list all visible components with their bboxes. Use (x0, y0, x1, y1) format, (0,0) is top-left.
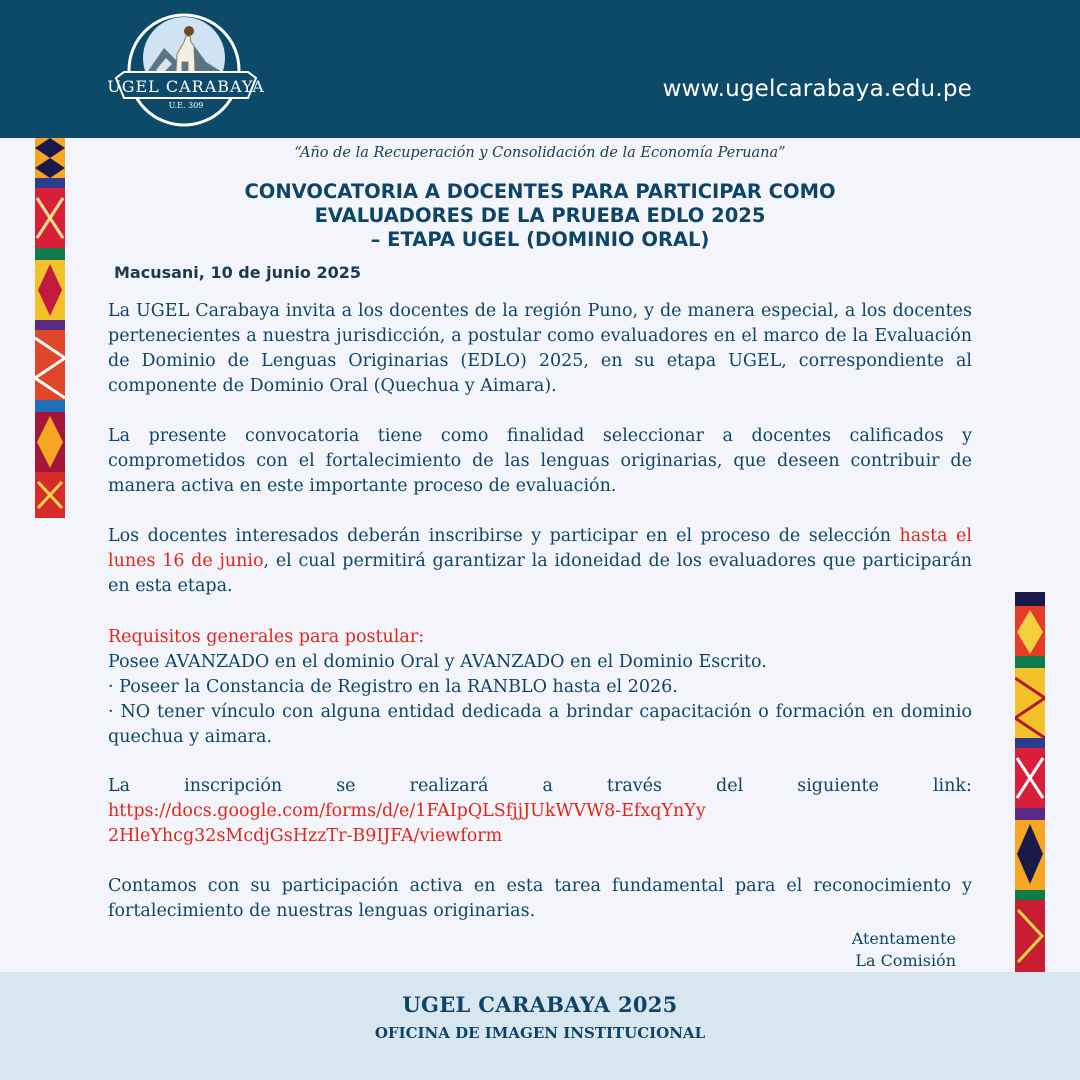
paragraph-purpose: La presente convocatoria tiene como finalidad seleccionar a docentes calificados y comprometidos con el fortalecimiento de las lenguas originarias, que deseen contribuir de manera activa en este importante proceso de evaluación. (108, 426, 972, 496)
page-title (150, 180, 930, 252)
inscription-word: través (606, 776, 662, 796)
footer-title: UGEL CARABAYA 2025 (402, 992, 678, 1017)
registration-form-link[interactable]: https://docs.google.com/forms/d/e/1FAIpQLSfjjJUkWVW8-EfxqYnYy2HleYhcg32sMcdjGsHzzTr-B9IJFA/viewform (108, 801, 706, 846)
decorative-textile-strip-right (1015, 592, 1045, 972)
inscription-word: inscripción (184, 776, 283, 796)
inscription-word: se (336, 776, 356, 796)
requirements-section (108, 625, 972, 750)
deadline-highlight: hasta el lunes 16 de junio (108, 526, 972, 571)
deadline-text-after: , el cual permitirá garantizar la idoneidad de los evaluadores que participarán en esta etapa. (108, 551, 972, 596)
deadline-text-before: Los docentes interesados deberán inscribirse y participar en el proceso de selección (108, 526, 900, 546)
title-line-1: CONVOCATORIA A DOCENTES PARA PARTICIPAR COMO (244, 180, 836, 203)
date-line: Macusani, 10 de junio 2025 (114, 263, 361, 282)
signature-committee: La Comisión (855, 951, 956, 970)
inscription-word: realizará (409, 776, 489, 796)
paragraph-closing: Contamos con su participación activa en esta tarea fundamental para el reconocimiento y fortalecimiento de nuestras lenguas originarias. (108, 876, 972, 921)
inscription-word: del (716, 776, 744, 796)
paragraph-invitation: La UGEL Carabaya invita a los docentes de la región Puno, y de manera especial, a los docentes pertenecientes a nuestra jurisdicción, a postular como evaluadores en el marco de la Evaluación de Dominio de Lenguas Originarias (EDLO) 2025, en su etapa UGEL, correspondiente al componente de Dominio Oral (Quechua y Aimara). (108, 301, 972, 396)
title-line-2: EVALUADORES DE LA PRUEBA EDLO 2025 (314, 204, 766, 227)
inscription-section (108, 774, 972, 849)
logo-unit: U.E. 309 (168, 101, 204, 110)
inscription-word: link: (932, 776, 972, 796)
inscription-sentence (108, 774, 972, 799)
header-bar (0, 0, 1080, 138)
requirement-item: Posee AVANZADO en el dominio Oral y AVANZADO en el Dominio Escrito. (108, 652, 767, 672)
website-url[interactable]: www.ugelcarabaya.edu.pe (662, 76, 972, 102)
requirement-item: · NO tener vínculo con alguna entidad dedicada a brindar capacitación o formación en dominio quechua y aimara. (108, 702, 972, 747)
requirements-heading: Requisitos generales para postular: (108, 627, 425, 647)
inscription-word: siguiente (797, 776, 879, 796)
inscription-word: La (108, 776, 131, 796)
signature-block (852, 928, 956, 972)
inscription-word: a (542, 776, 553, 796)
requirement-item: · Poseer la Constancia de Registro en la RANBLO hasta el 2026. (108, 677, 678, 697)
decorative-textile-strip-left (35, 138, 65, 518)
logo-name: UGEL CARABAYA (107, 77, 265, 96)
title-line-3: – ETAPA UGEL (DOMINIO ORAL) (370, 228, 710, 251)
signature-greeting: Atentamente (851, 929, 956, 948)
year-motto: “Año de la Recuperación y Consolidación de la Economía Peruana” (294, 145, 786, 161)
footer-bar (0, 972, 1080, 1080)
footer-subtitle: OFICINA DE IMAGEN INSTITUCIONAL (374, 1024, 706, 1042)
ugel-logo (106, 12, 268, 130)
paragraph-deadline (108, 524, 972, 599)
